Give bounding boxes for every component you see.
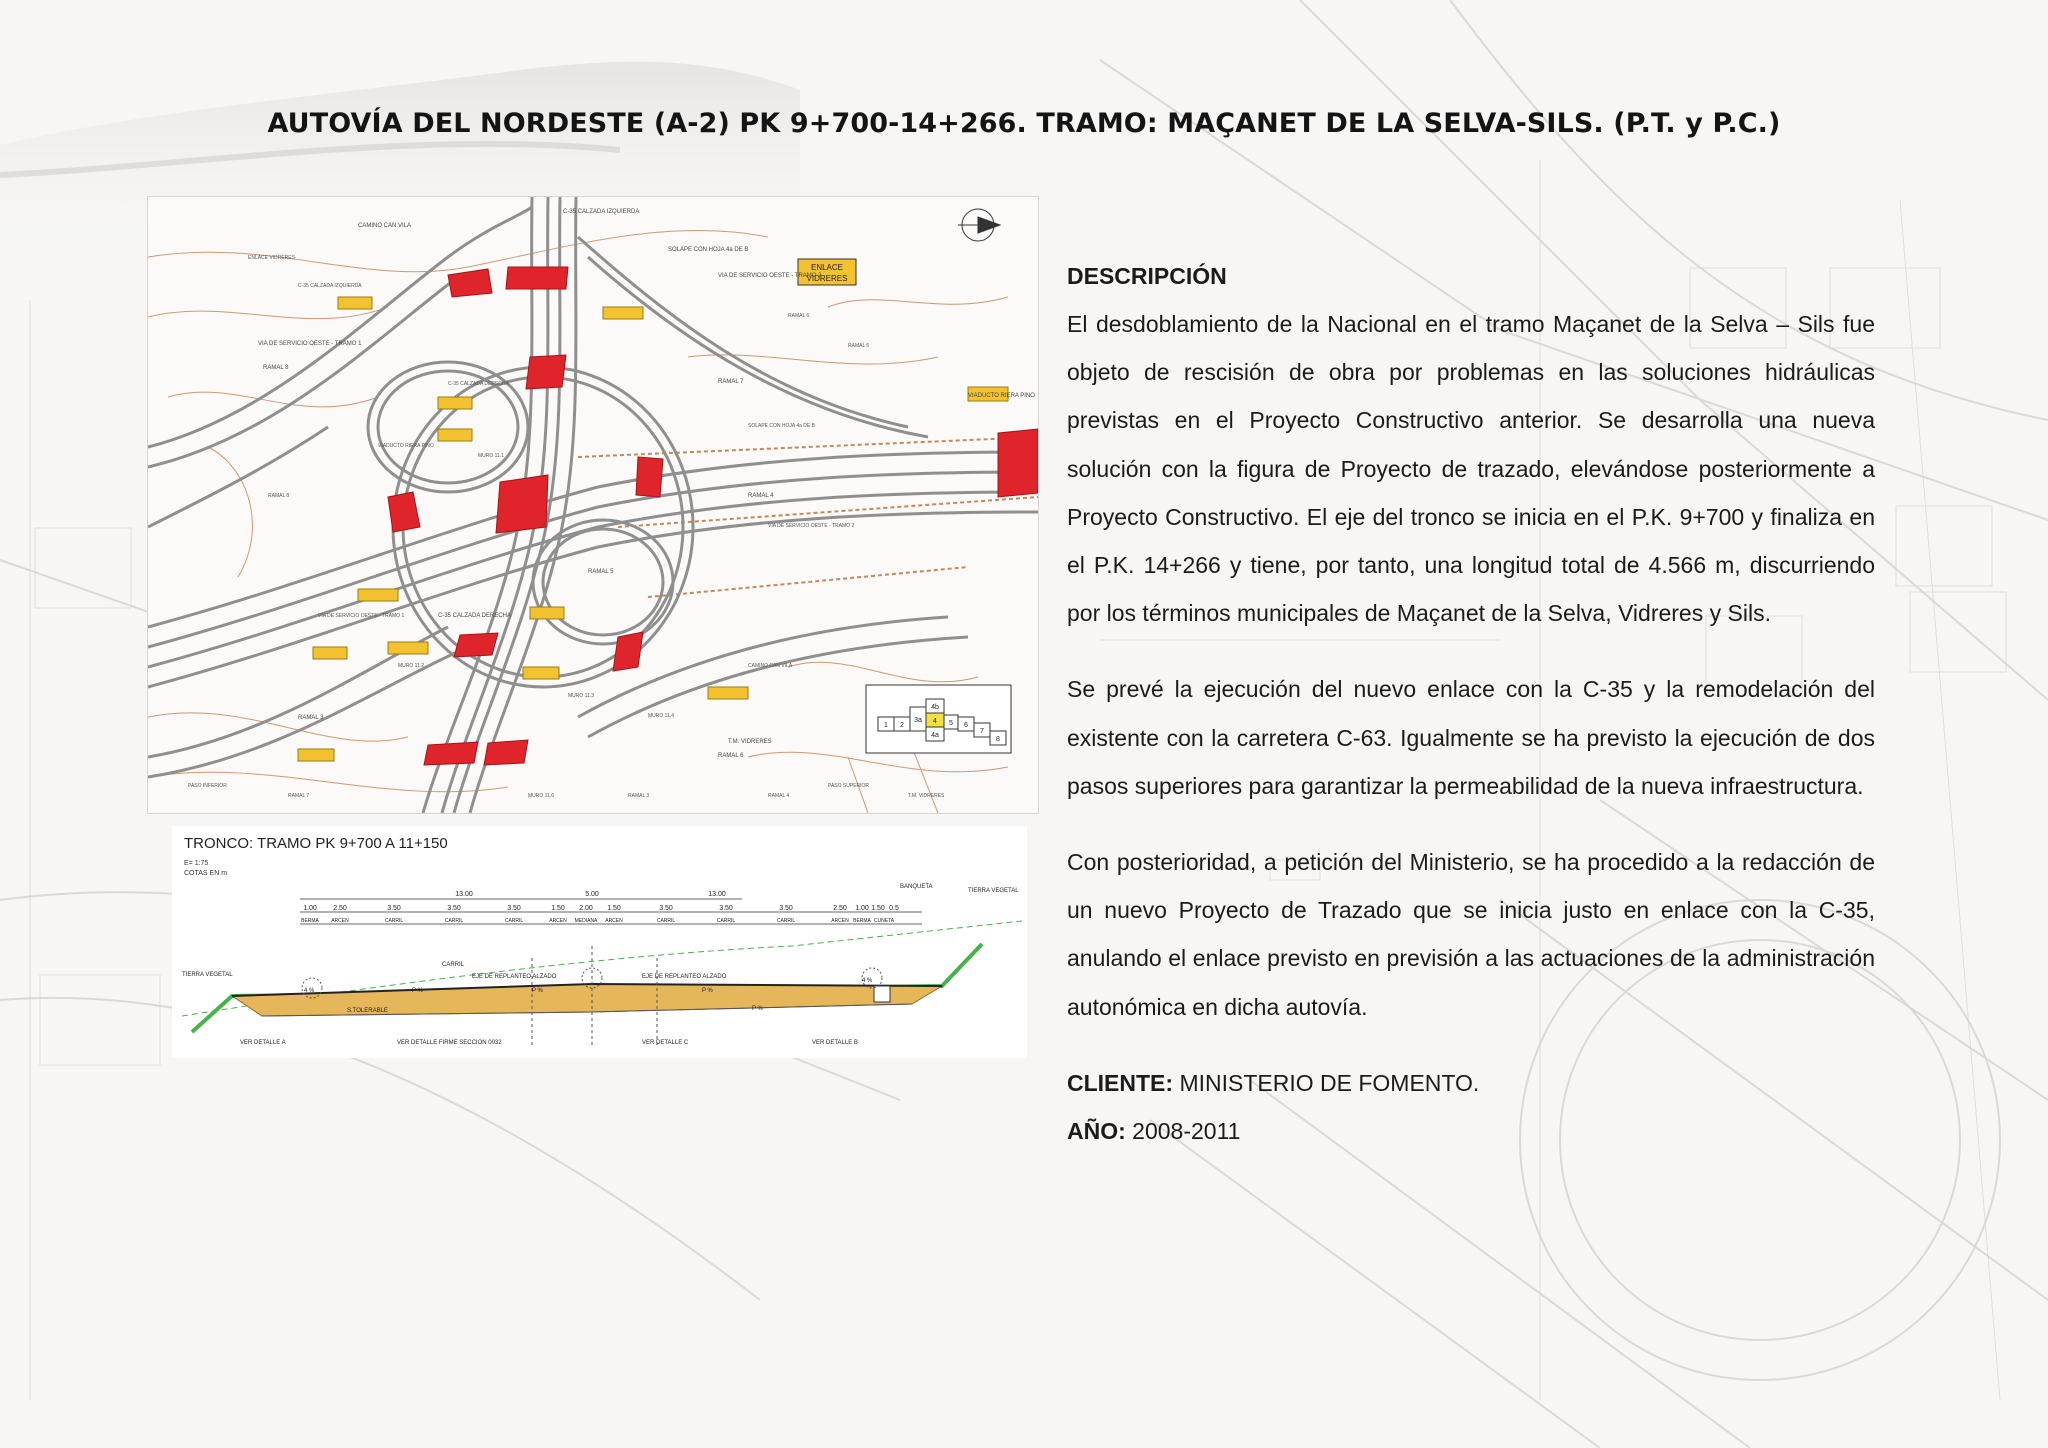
svg-text:4 %: 4 % [862, 978, 873, 984]
svg-text:S.TOLERABLE: S.TOLERABLE [347, 1008, 388, 1014]
plan-label: RAMAL 8 [268, 493, 290, 499]
plan-label: C-35 CALZADA IZQUIERDA [298, 283, 362, 289]
svg-text:3.50: 3.50 [507, 905, 521, 912]
svg-text:4: 4 [933, 718, 937, 725]
plan-label: PASO SUPERIOR [828, 783, 870, 789]
svg-text:3.50: 3.50 [779, 905, 793, 912]
plan-label: RAMAL 3 [628, 793, 650, 799]
svg-text:CARRIL: CARRIL [444, 918, 464, 924]
svg-text:CAMINO CAN VILA: CAMINO CAN VILA [358, 223, 412, 229]
plan-label: ENLACE VIDRERES [248, 255, 295, 261]
svg-text:5.00: 5.00 [585, 891, 599, 898]
svg-text:13.00: 13.00 [708, 891, 726, 898]
svg-text:1.50: 1.50 [607, 905, 621, 912]
client-label: CLIENTE: [1067, 1069, 1174, 1096]
svg-text:3.50: 3.50 [719, 905, 733, 912]
svg-text:CARRIL: CARRIL [504, 918, 524, 924]
svg-text:VER DETALLE A: VER DETALLE A [240, 1040, 286, 1046]
svg-text:CARRIL: CARRIL [384, 918, 404, 924]
svg-text:0.5: 0.5 [889, 905, 899, 912]
svg-text:BANQUETA: BANQUETA [900, 884, 933, 890]
svg-text:4a: 4a [931, 732, 939, 739]
svg-text:5: 5 [949, 720, 953, 727]
plan-label: MURO 11.4 [648, 713, 675, 719]
year-value: 2008-2011 [1132, 1117, 1241, 1144]
description-paragraph-1: El desdoblamiento de la Nacional en el tramo Maçanet de la Selva – Sils fue objeto de rescisión de obra por problemas en las soluciones hidráulicas previstas en el Proyecto Constructivo anterior. Se desarrolla una nueva solución con la figura de Proyecto de trazado, elevándose posteriormente a Proyecto Constructivo. El eje del tronco se inicia en el P.K. 9+700 y finaliza en el P.K. 14+266 y tiene, por tanto, una longitud total de 4.566 m, discurriendo por los términos municipales de Maçanet de la Selva, Vidreres y Sils. [1067, 311, 1875, 627]
svg-text:SOLAPE CON HOJA 4a DE B: SOLAPE CON HOJA 4a DE B [668, 247, 749, 253]
svg-text:VER DETALLE C: VER DETALLE C [642, 1040, 689, 1046]
svg-text:RAMAL 4: RAMAL 4 [748, 493, 774, 499]
svg-text:T.M. VIDRERES: T.M. VIDRERES [728, 739, 772, 745]
description-paragraph-3: Con posterioridad, a petición del Ministerio, se ha procedido a la redacción de un nuevo Proyecto de Trazado que se inicia justo en enlace con la C-35, anulando el enlace previsto en previsión a las actuaciones de la administración autonómica en dicha autovía. [1067, 849, 1875, 1020]
svg-text:CUNETA: CUNETA [873, 918, 895, 924]
svg-text:VER DETALLE B: VER DETALLE B [812, 1040, 858, 1046]
description-heading: DESCRIPCIÓN [1067, 263, 1227, 289]
svg-text:CARRIL: CARRIL [776, 918, 796, 924]
svg-text:VIA DE SERVICIO OESTE - TRAMO: VIA DE SERVICIO OESTE - TRAMO 2 [718, 273, 822, 279]
svg-text:EJE DE REPLANTEO ALZADO: EJE DE REPLANTEO ALZADO [642, 974, 727, 980]
svg-text:2: 2 [900, 722, 904, 729]
svg-text:P %: P % [702, 988, 713, 994]
svg-text:2.50: 2.50 [833, 905, 847, 912]
client-value: MINISTERIO DE FOMENTO. [1179, 1069, 1480, 1096]
svg-text:3.50: 3.50 [447, 905, 461, 912]
svg-text:RAMAL 5: RAMAL 5 [588, 569, 614, 575]
svg-text:8: 8 [996, 736, 1000, 743]
svg-text:4b: 4b [931, 704, 939, 711]
plan-label: T.M. VIDRERES [908, 793, 945, 799]
svg-text:3.50: 3.50 [659, 905, 673, 912]
svg-text:EJE DE REPLANTEO ALZADO: EJE DE REPLANTEO ALZADO [472, 974, 557, 980]
client-line [1067, 1059, 1875, 1107]
plan-label: MURO 11.6 [528, 793, 555, 799]
key-plan [866, 685, 1011, 753]
cross-section-drawing [172, 826, 1027, 1058]
svg-text:ARCEN: ARCEN [831, 918, 849, 924]
plan-label: RAMAL 6 [788, 313, 810, 319]
svg-text:RAMAL 3: RAMAL 3 [298, 715, 324, 721]
drain [874, 986, 890, 1002]
plan-label: RAMAL 4 [768, 793, 790, 799]
svg-text:P %: P % [412, 988, 423, 994]
plan-label: VIA DE SERVICIO OESTE - TRAMO 1 [318, 613, 405, 619]
svg-text:C-35 CALZADA DERECHA: C-35 CALZADA DERECHA [438, 613, 512, 619]
svg-text:CARRIL: CARRIL [442, 962, 465, 968]
plan-label: SOLAPE CON HOJA 4a DE B [748, 423, 815, 429]
svg-text:7: 7 [980, 728, 984, 735]
svg-text:MEDIANA: MEDIANA [574, 918, 598, 924]
year-label: AÑO: [1067, 1117, 1126, 1144]
svg-text:3.50: 3.50 [387, 905, 401, 912]
section-title: TRONCO: TRAMO PK 9+700 A 11+150 [184, 835, 448, 852]
svg-text:2.00: 2.00 [579, 905, 593, 912]
svg-text:BERMA: BERMA [301, 918, 319, 924]
enlace-label: ENLACE [810, 263, 844, 272]
vidreres-label: VIDRERES [806, 274, 848, 283]
svg-text:1: 1 [884, 722, 888, 729]
svg-text:13.00: 13.00 [455, 891, 473, 898]
svg-text:2.50: 2.50 [333, 905, 347, 912]
svg-text:P %: P % [752, 1006, 763, 1012]
plan-label: MURO 11.1 [478, 453, 505, 459]
plan-label: RAMAL 5 [848, 343, 870, 349]
svg-text:ARCEN: ARCEN [331, 918, 349, 924]
plan-label: MURO 11.3 [568, 693, 595, 699]
svg-text:6: 6 [964, 722, 968, 729]
svg-text:VER DETALLE FIRME SECCION 0032: VER DETALLE FIRME SECCION 0032 [397, 1040, 502, 1046]
section-units: COTAS EN m [184, 870, 228, 877]
svg-text:CARRIL: CARRIL [716, 918, 736, 924]
svg-text:VIA DE SERVICIO OESTE - TRAMO: VIA DE SERVICIO OESTE - TRAMO 1 [258, 341, 362, 347]
svg-text:4 %: 4 % [304, 988, 315, 994]
svg-text:P %: P % [532, 988, 543, 994]
plan-label: CAMINO CAN VILA [748, 663, 793, 669]
plan-label: RAMAL 7 [288, 793, 310, 799]
year-line [1067, 1107, 1875, 1155]
svg-text:1.50: 1.50 [551, 905, 565, 912]
description-paragraph-2: Se prevé la ejecución del nuevo enlace con la C-35 y la remodelación del existente con la carretera C-63. Igualmente se ha previsto la ejecución de dos pasos superiores para garantizar la permeabilidad de la nueva infraestructura. [1067, 676, 1875, 799]
svg-text:ARCEN: ARCEN [605, 918, 623, 924]
svg-text:RAMAL 7: RAMAL 7 [718, 379, 744, 385]
plan-label: C-35 CALZADA DERECHA [448, 381, 509, 387]
description-block [1067, 252, 1875, 1155]
interchange-plan-drawing [147, 196, 1039, 814]
svg-text:1.00: 1.00 [303, 905, 317, 912]
svg-text:1.50: 1.50 [871, 905, 885, 912]
svg-text:TIERRA VEGETAL: TIERRA VEGETAL [182, 972, 233, 978]
svg-text:1.00: 1.00 [855, 905, 869, 912]
svg-text:BERMA: BERMA [853, 918, 871, 924]
svg-text:CARRIL: CARRIL [656, 918, 676, 924]
svg-text:TIERRA VEGETAL: TIERRA VEGETAL [968, 888, 1019, 894]
svg-text:RAMAL 6: RAMAL 6 [718, 753, 744, 759]
plan-label: PASO INFERIOR [188, 783, 227, 789]
plan-label: VIADUCTO RIERA PINO [378, 443, 434, 449]
plan-label: MURO 11.2 [398, 663, 425, 669]
svg-text:3a: 3a [914, 717, 922, 724]
section-scale: E= 1:75 [184, 860, 209, 867]
plan-label: VIA DE SERVICIO OESTE - TRAMO 2 [768, 523, 855, 529]
svg-text:VIADUCTO RIERA PINO: VIADUCTO RIERA PINO [968, 393, 1035, 399]
svg-text:RAMAL 8: RAMAL 8 [263, 365, 289, 371]
svg-text:C-35 CALZADA IZQUIERDA: C-35 CALZADA IZQUIERDA [563, 209, 640, 215]
page-title: AUTOVÍA DEL NORDESTE (A-2) PK 9+700-14+266. TRAMO: MAÇANET DE LA SELVA-SILS. (P.T. y P.C.) [267, 108, 1781, 139]
svg-text:ARCEN: ARCEN [549, 918, 567, 924]
